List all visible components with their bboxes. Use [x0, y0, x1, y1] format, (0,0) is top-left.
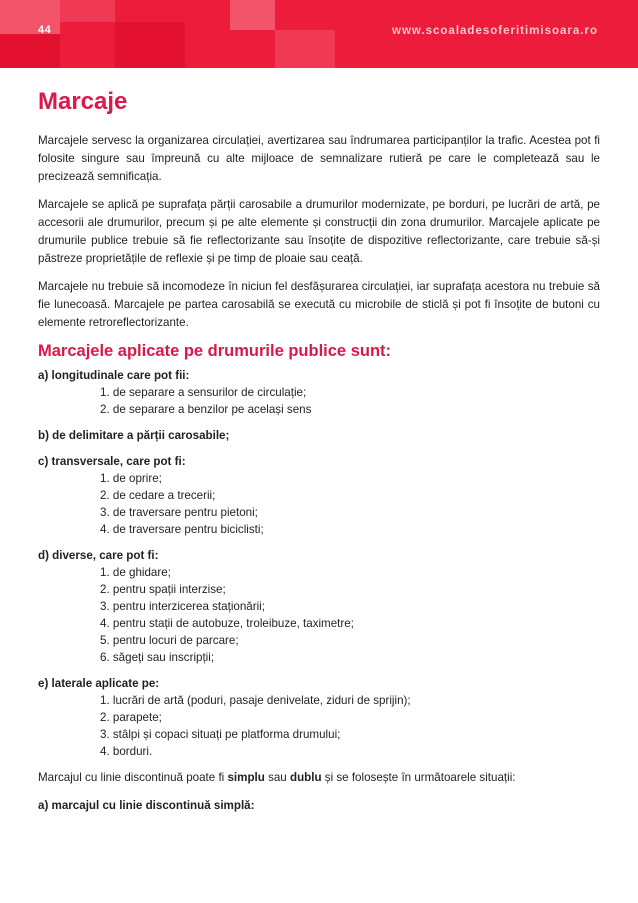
list-item: 1. de separare a sensurilor de circulație; [100, 386, 307, 399]
site-url[interactable]: www.scoaladesoferitimisoara.ro [392, 25, 598, 37]
marking-group-diverse [38, 547, 600, 666]
marking-group-delimitation [38, 427, 600, 444]
usage-dublu: dublu [289, 771, 322, 784]
usage-sentence [38, 769, 600, 787]
safety-paragraph: Marcajele nu trebuie să incomodeze în niciun fel desfășurarea circulației, iar suprafața acestora nu trebuie să fie lunecoasă. Marcajele pe partea carosabilă se execută cu microbile de sticlă și pot fi însoțite de butoni cu elemente retroreflectorizante. [38, 280, 600, 329]
list-item: 2. pentru spații interzise; [100, 583, 226, 596]
section-subtitle: Marcajele aplicate pe drumurile publice sunt: [38, 342, 392, 360]
list-item: 2. parapete; [100, 711, 162, 724]
main-content [38, 88, 600, 814]
list-item: 4. borduri. [100, 745, 153, 758]
marking-group-transversal [38, 453, 600, 538]
usage-suffix: și se folosește în următoarele situații: [321, 771, 516, 784]
page-number: 44 [38, 24, 52, 36]
intro-paragraph: Marcajele servesc la organizarea circulației, avertizarea sau îndrumarea participanților la trafic. Acestea pot fi folosite singure sau împreună cu alte mijloace de semnalizare rutieră pe care le completează sau le precizează semnificația. [38, 134, 600, 183]
group-title: b) de delimitare a părții carosabile; [38, 429, 230, 442]
decor-block [275, 30, 335, 68]
header-band [0, 0, 638, 68]
group-title: c) transversale, care pot fi: [38, 455, 186, 468]
page-title: Marcaje [38, 88, 128, 115]
list-item: 1. de ghidare; [100, 566, 171, 579]
list-item: 6. săgeți sau inscripții; [100, 651, 215, 664]
group-title: e) laterale aplicate pe: [38, 677, 160, 690]
list-item: 4. de traversare pentru biciclisti; [100, 523, 264, 536]
list-item: 2. de cedare a trecerii; [100, 489, 216, 502]
decor-block [230, 0, 275, 30]
usage-simplu: simplu [227, 771, 265, 784]
decor-block [0, 34, 60, 68]
decor-block [60, 0, 115, 22]
group-title: d) diverse, care pot fi: [38, 549, 159, 562]
list-item: 1. de oprire; [100, 472, 162, 485]
decor-block [115, 22, 185, 68]
marking-group-longitudinal [38, 367, 600, 418]
list-item: 2. de separare a benzilor pe același sens [100, 403, 312, 416]
list-item: 1. lucrări de artă (poduri, pasaje denivelate, ziduri de sprijin); [100, 694, 411, 707]
list-item: 3. stâlpi și copaci situați pe platforma drumului; [100, 728, 341, 741]
marking-group-lateral [38, 675, 600, 760]
final-subsection-title: a) marcajul cu linie discontinuă simplă: [38, 799, 255, 812]
list-item: 4. pentru stații de autobuze, troleibuze, taximetre; [100, 617, 354, 630]
usage-or: sau [264, 771, 290, 784]
application-paragraph: Marcajele se aplică pe suprafața părții carosabile a drumurilor modernizate, pe borduri, pe lucrări de artă, pe accesorii ale drumurilor, precum și pe alte elemente și construcții din zona drumurilor. Marcajele aplicate pe drumurile publice trebuie să fie reflectorizante sau însoțite de dispozitive reflectorizante, care trebuie să-și păstreze proprietățile de reflexie și pe timp de ploaie sau ceață. [38, 198, 600, 265]
list-item: 3. de traversare pentru pietoni; [100, 506, 258, 519]
group-title: a) longitudinale care pot fii: [38, 369, 190, 382]
usage-prefix: Marcajul cu linie discontinuă poate fi [38, 771, 228, 784]
list-item: 5. pentru locuri de parcare; [100, 634, 239, 647]
list-item: 3. pentru interzicerea staționării; [100, 600, 265, 613]
